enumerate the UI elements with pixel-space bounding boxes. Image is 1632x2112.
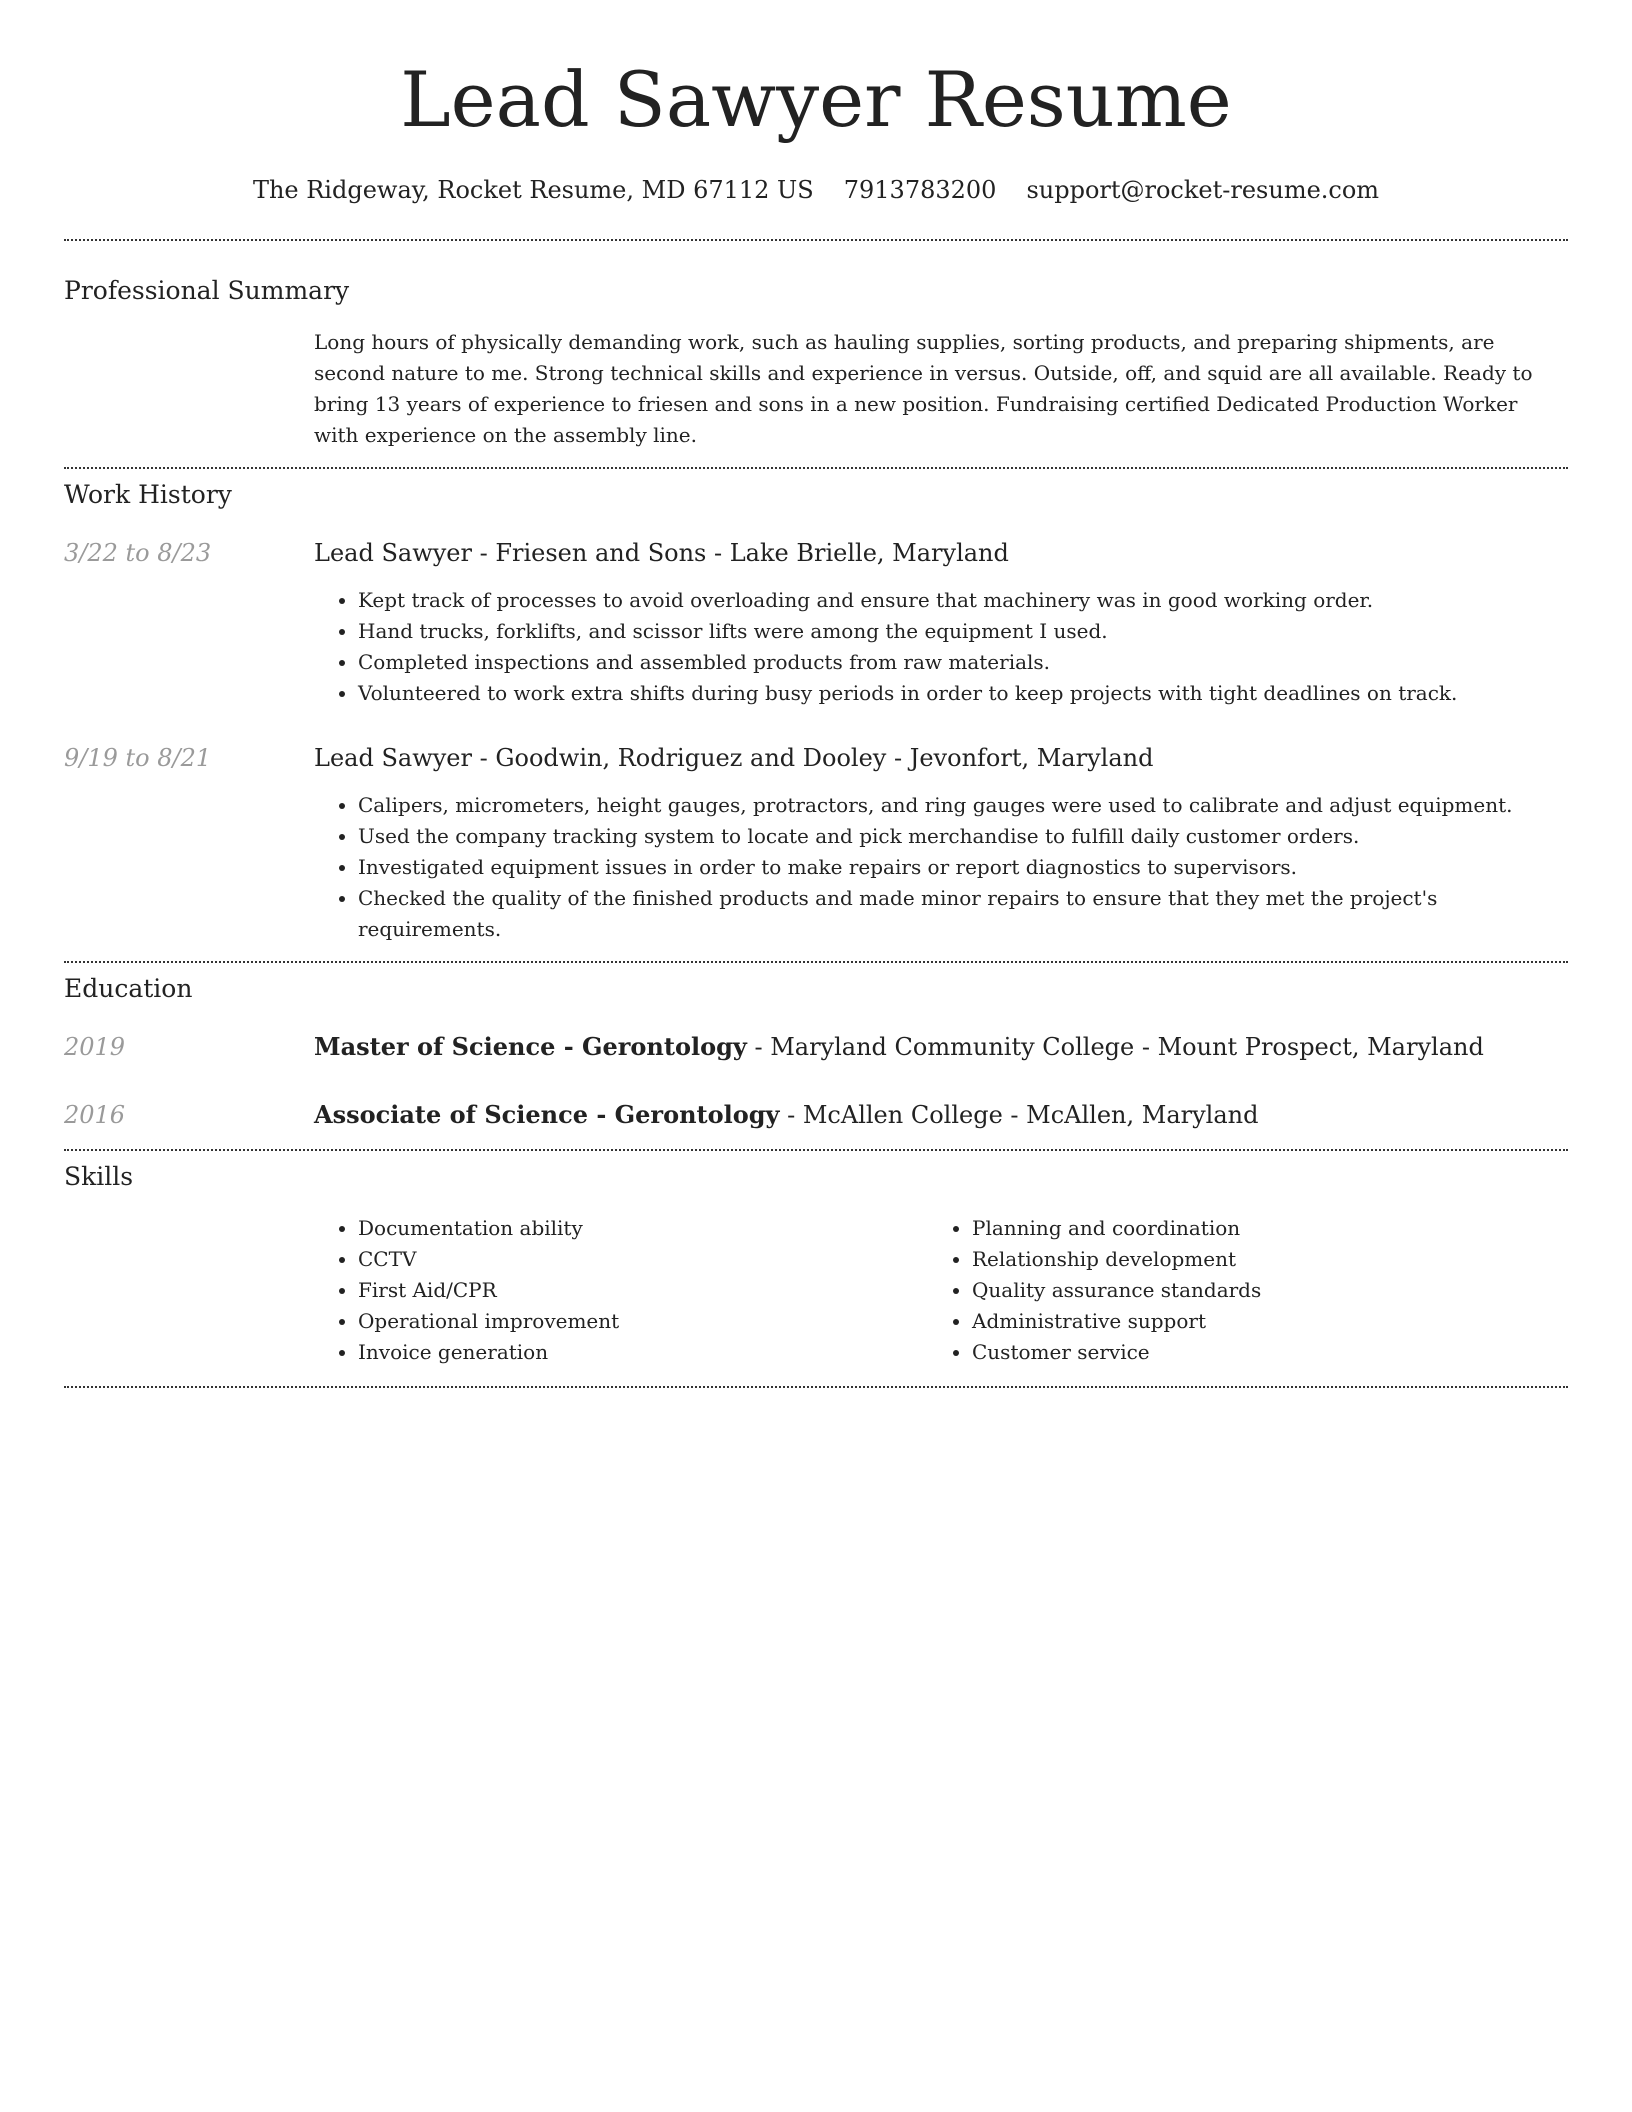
job-duty: • Used the company tracking system to locate and pick merchandise to fulfill daily customer orders. (358, 821, 1568, 852)
education-degree: Master of Science - Gerontology (314, 1032, 747, 1061)
job-duties-list (314, 790, 1568, 945)
education-degree: Associate of Science - Gerontology (314, 1100, 780, 1129)
skill-item: • Relationship development (972, 1244, 1542, 1275)
job-title: Lead Sawyer - Friesen and Sons - Lake Brielle, Maryland (314, 539, 1009, 567)
contact-address: The Ridgeway, Rocket Resume, MD 67112 US (252, 176, 814, 204)
skills-section (64, 1151, 1568, 1368)
summary-section (64, 241, 1568, 451)
job-duty: • Completed inspections and assembled products from raw materials. (358, 647, 1568, 678)
contact-phone: 7913783200 (843, 176, 997, 204)
education-entry (64, 1099, 1568, 1131)
skills-list-left (314, 1213, 928, 1368)
job-entry (64, 742, 1568, 945)
job-entry (64, 537, 1568, 709)
summary-heading: Professional Summary (64, 276, 350, 305)
work-history-section (64, 469, 1568, 945)
education-school: - Maryland Community College - Mount Prospect, Maryland (746, 1033, 1484, 1061)
education-year: 2019 (64, 1033, 126, 1061)
education-school: - McAllen College - McAllen, Maryland (779, 1101, 1259, 1129)
skill-item: • CCTV (358, 1244, 928, 1275)
skill-item: • Customer service (972, 1337, 1542, 1368)
resume-title: Lead Sawyer Resume (400, 55, 1232, 144)
resume-header (64, 0, 1568, 206)
education-heading: Education (64, 974, 193, 1003)
job-dates: 3/22 to 8/23 (64, 539, 212, 567)
skill-item: • Documentation ability (358, 1213, 928, 1244)
skills-list-right (928, 1213, 1542, 1368)
education-year: 2016 (64, 1101, 126, 1129)
work-history-heading: Work History (64, 480, 232, 509)
education-entry (64, 1031, 1568, 1063)
contact-email: support@rocket-resume.com (1026, 176, 1380, 204)
skill-item: • First Aid/CPR (358, 1275, 928, 1306)
skill-item: • Quality assurance standards (972, 1275, 1542, 1306)
job-title: Lead Sawyer - Goodwin, Rodriguez and Dooley - Jevonfort, Maryland (314, 744, 1154, 772)
skill-item: • Planning and coordination (972, 1213, 1542, 1244)
skill-item: • Administrative support (972, 1306, 1542, 1337)
education-section (64, 963, 1568, 1131)
summary-text: Long hours of physically demanding work, such as hauling supplies, sorting products, and preparing shipments, are second nature to me. Strong technical skills and experience in versus. Outside, off, and squid are all available. Ready to bring 13 years of experience to friesen and sons in a new position. Fundraising certified Dedicated Production Worker with experience on the assembly line. (314, 330, 1533, 447)
job-duties-list (314, 585, 1568, 709)
skill-item: • Invoice generation (358, 1337, 928, 1368)
job-dates: 9/19 to 8/21 (64, 744, 212, 772)
job-duty: • Calipers, micrometers, height gauges, protractors, and ring gauges were used to calibrate and adjust equipment. (358, 790, 1568, 821)
job-duty: • Checked the quality of the finished products and made minor repairs to ensure that they met the project's requirements. (358, 883, 1568, 945)
skills-heading: Skills (64, 1162, 134, 1191)
skill-item: • Operational improvement (358, 1306, 928, 1337)
section-divider (64, 1386, 1568, 1388)
job-duty: • Hand trucks, forklifts, and scissor lifts were among the equipment I used. (358, 616, 1568, 647)
job-duty: • Volunteered to work extra shifts during busy periods in order to keep projects with tight deadlines on track. (358, 678, 1568, 709)
job-duty: • Investigated equipment issues in order to make repairs or report diagnostics to supervisors. (358, 852, 1568, 883)
job-duty: • Kept track of processes to avoid overloading and ensure that machinery was in good working order. (358, 585, 1568, 616)
contact-line (64, 174, 1568, 206)
